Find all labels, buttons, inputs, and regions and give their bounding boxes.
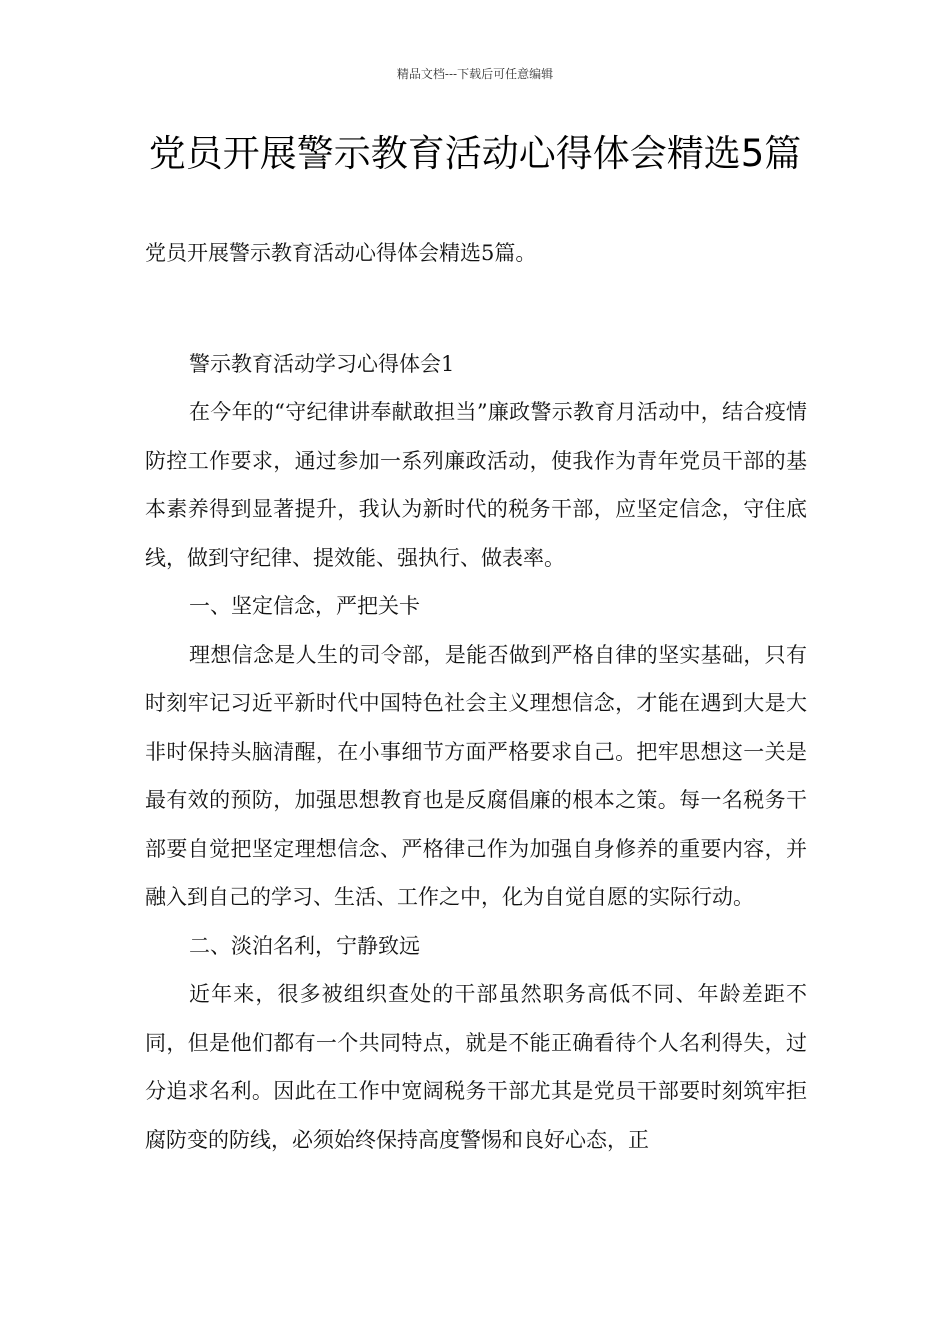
subheading-1: 一、坚定信念，严把关卡 — [189, 594, 420, 618]
lead-paragraph: 党员开展警示教育活动心得体会精选5篇。 — [145, 241, 537, 265]
subheading-2: 二、淡泊名利，宁静致远 — [189, 933, 420, 958]
paragraph-intro: 在今年的“守纪律讲奉献敢担当”廉政警示教育月活动中，结合疫情防控工作要求，通过参加一系列廉政活动，使我作为青年党员干部的基本素养得到显著提升，我认为新时代的税务干部，应坚定信念，守住底线，做到守纪律、提效能、强执行、做表率。 — [145, 400, 807, 570]
document-title: 党员开展警示教育活动心得体会精选5篇 — [148, 132, 802, 175]
paragraph-2: 近年来，很多被组织查处的干部虽然职务高低不同、年龄差距不同，但是他们都有一个共同特点，就是不能正确看待个人名利得失，过分追求名利。因此在工作中宽阔税务干部尤其是党员干部要时刻筑牢拒腐防变的防线，必须始终保持高度警惕和良好心态，正 — [145, 982, 807, 1152]
document-body — [145, 229, 807, 1164]
section-heading: 警示教育活动学习心得体会1 — [189, 351, 455, 376]
header-note: 精品文档---下载后可任意编辑 — [396, 67, 554, 81]
paragraph-1: 理想信念是人生的司令部，是能否做到严格自律的坚实基础，只有时刻牢记习近平新时代中国特色社会主义理想信念，才能在遇到大是大非时保持头脑清醒，在小事细节方面严格要求自己。把牢思想这一关是最有效的预防，加强思想教育也是反腐倡廉的根本之策。每一名税务干部要自觉把坚定理想信念、严格律己作为加强自身修养的重要内容，并融入到自己的学习、生活、工作之中，化为自觉自愿的实际行动。 — [145, 642, 807, 909]
